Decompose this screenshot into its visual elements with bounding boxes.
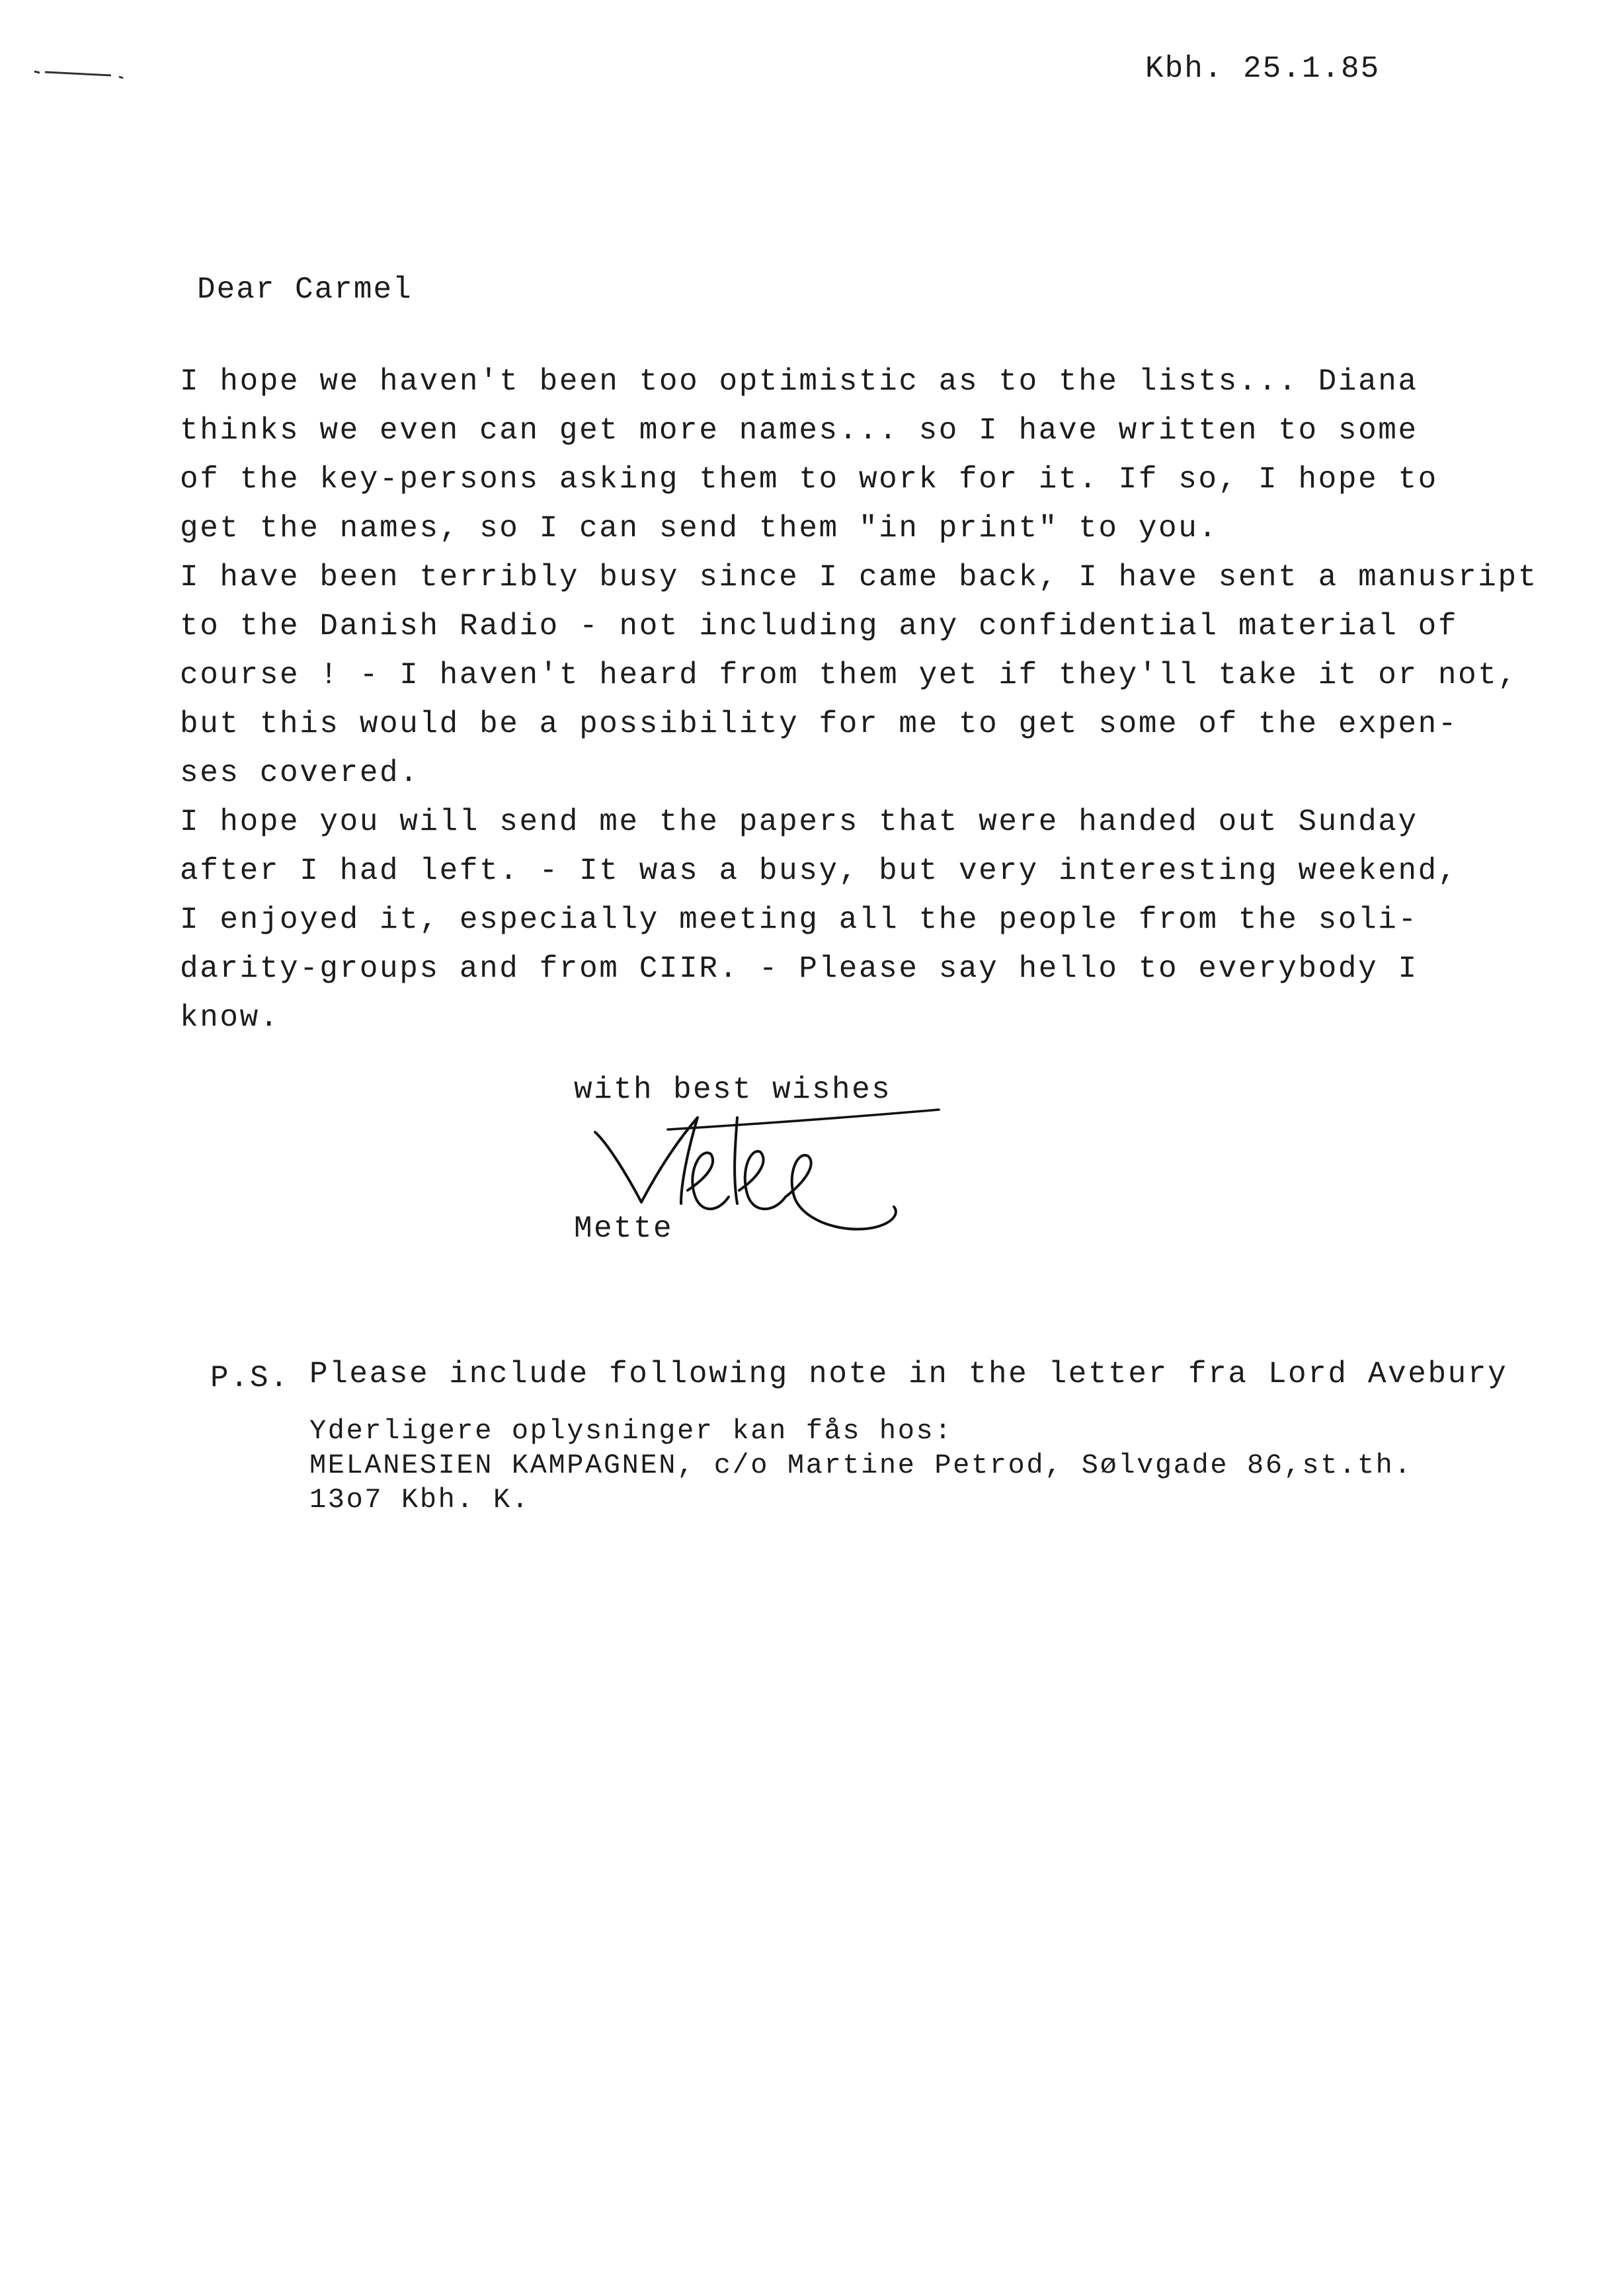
body-line: of the key-persons asking them to work for it. If so, I hope to [180,462,1438,497]
body-line: get the names, so I can send them "in print" to you. [180,511,1219,546]
body-line: I enjoyed it, especially meeting all the people from the soli- [180,903,1418,937]
ps-note-line: 13o7 Kbh. K. [309,1484,530,1516]
signature-typed-name: Mette [574,1211,674,1246]
body-line: darity-groups and from CIIR. - Please say hello to everybody I [180,952,1418,986]
body-line: but this would be a possibility for me to get some of the expen- [180,707,1459,741]
ps-note-block [309,1414,1412,1517]
body-line: I have been terribly busy since I came back, I have sent a manusript [180,560,1538,594]
ps-note-line: MELANESIEN KAMPAGNEN, c/o Martine Petrod, Sølvgade 86,st.th. [309,1450,1413,1481]
salutation: Dear Carmel [197,272,413,307]
body-line: ses covered. [180,756,420,790]
body-line: I hope you will send me the papers that were handed out Sunday [180,805,1418,839]
body-line: know. [180,1001,280,1035]
letter-body [180,357,1568,1042]
corner-pen-mark [32,66,131,79]
body-line: to the Danish Radio - not including any confidential material of [180,609,1459,643]
ps-note-line: Yderligere oplysninger kan fås hos: [309,1415,953,1447]
closing-phrase: with best wishes [574,1073,892,1107]
body-line: thinks we even can get more names... so I have written to some [180,413,1418,448]
ps-text: Please include following note in the letter fra Lord Avebury [309,1357,1508,1391]
body-line: I hope we haven't been too optimistic as to the lists... Diana [180,364,1418,399]
body-line: course ! - I haven't heard from them yet if they'll take it or not, [180,658,1518,692]
body-line: after I had left. - It was a busy, but very interesting weekend, [180,854,1459,888]
letter-date: Kbh. 25.1.85 [1145,52,1381,86]
ps-label: P.S. [210,1361,290,1395]
